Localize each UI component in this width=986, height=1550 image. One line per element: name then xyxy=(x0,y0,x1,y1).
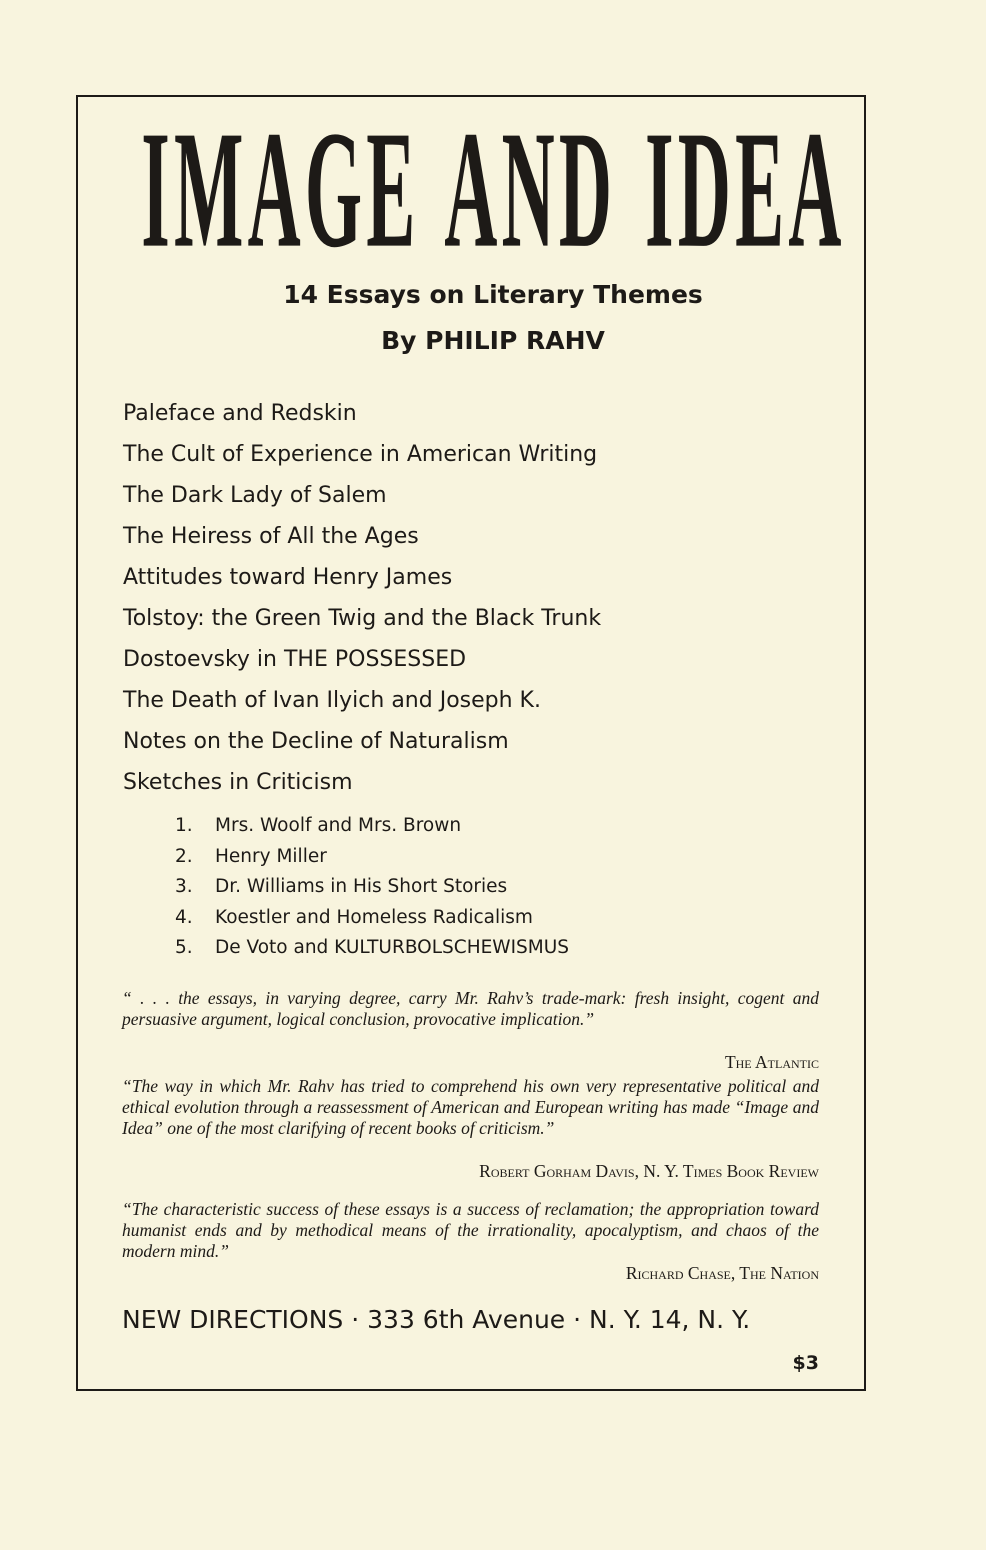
review-source: Robert Gorham Davis, N. Y. Times Book Review xyxy=(479,1161,819,1181)
review-quote: “The characteristic success of these essays is a success of reclamation; the appropriation toward humanist ends and by methodical means of the irrationality, apocalyptism, and chaos of the modern mind.” xyxy=(122,1199,819,1261)
list-item: Tolstoy: the Green Twig and the Black Trunk xyxy=(123,606,602,631)
list-item: Paleface and Redskin xyxy=(123,401,357,426)
review-source: The Atlantic xyxy=(724,1052,819,1072)
book-title-text: IMAGE AND IDEA xyxy=(140,99,846,284)
item-title: Koestler and Homeless Radicalism xyxy=(215,906,533,928)
book-title xyxy=(0,99,986,284)
essay-list xyxy=(123,393,601,803)
list-item: The Heiress of All the Ages xyxy=(123,524,419,549)
sketches-list xyxy=(175,811,569,964)
review-source: Richard Chase, The Nation xyxy=(625,1263,819,1283)
item-number: 5. xyxy=(175,937,193,958)
list-item xyxy=(175,842,569,873)
list-item: The Dark Lady of Salem xyxy=(123,483,387,508)
price: $3 xyxy=(792,1352,819,1374)
item-number: 1. xyxy=(175,815,193,836)
list-item: Notes on the Decline of Naturalism xyxy=(123,729,509,754)
review-quote: “ . . . the essays, in varying degree, carry Mr. Rahv’s trade-mark: fresh insight, cogent and persuasive argument, logical conclusion, provocative implication.” xyxy=(122,988,819,1029)
item-title: De Voto and KULTURBOLSCHEWISMUS xyxy=(215,937,570,958)
item-number: 3. xyxy=(175,876,193,897)
review-quote: “The way in which Mr. Rahv has tried to comprehend his own very representative political and ethical evolution through a reassessment of American and European writing has made “Image and Idea” one of the most clarifying of recent books of criticism.” xyxy=(122,1076,819,1138)
list-item: The Death of Ivan Ilyich and Joseph K. xyxy=(123,688,541,713)
item-title: Mrs. Woolf and Mrs. Brown xyxy=(215,815,462,836)
author: By PHILIP RAHV xyxy=(381,326,605,355)
list-item: Dostoevsky in THE POSSESSED xyxy=(123,647,467,672)
item-title: Dr. Williams in His Short Stories xyxy=(215,876,508,897)
subtitle: 14 Essays on Literary Themes xyxy=(283,280,703,309)
list-item xyxy=(175,811,569,842)
publisher-address: NEW DIRECTIONS · 333 6th Avenue · N. Y. 14, N. Y. xyxy=(122,1305,751,1334)
list-item xyxy=(175,903,569,934)
list-item: Attitudes toward Henry James xyxy=(123,565,453,590)
item-number: 4. xyxy=(175,906,193,928)
list-item: Sketches in Criticism xyxy=(123,770,353,795)
list-item xyxy=(175,872,569,903)
item-number: 2. xyxy=(175,845,193,867)
list-item: The Cult of Experience in American Writing xyxy=(123,442,598,467)
list-item xyxy=(175,933,569,964)
item-title: Henry Miller xyxy=(215,845,327,867)
